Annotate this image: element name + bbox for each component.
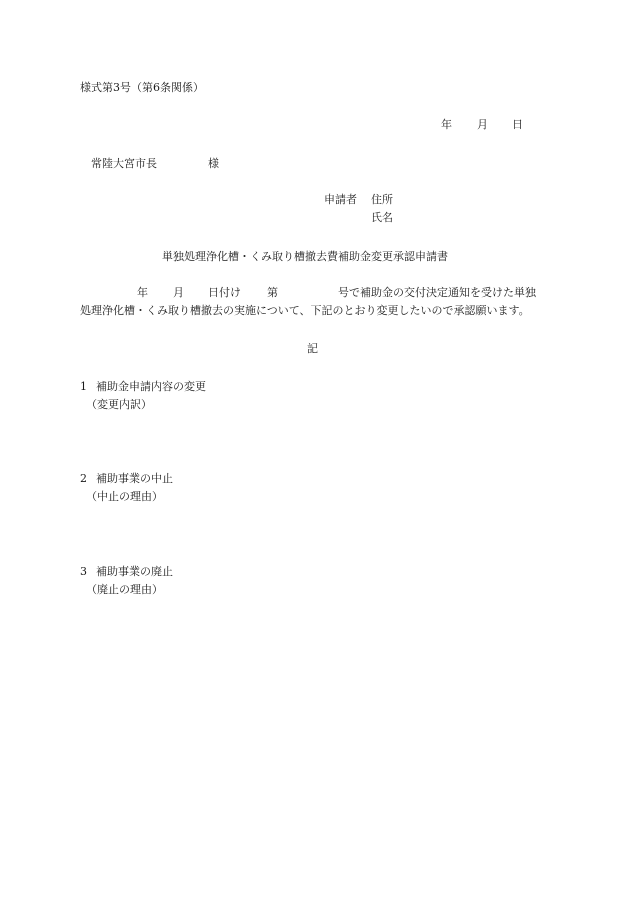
applicant-name-label: 氏名 — [371, 211, 393, 224]
body-line2: 処理浄化槽・くみ取り槽撤去の実施について、下記のとおり変更したいので承認願います。 — [80, 304, 530, 317]
applicant-label: 申請者 — [324, 193, 357, 206]
section-number: 3 — [80, 565, 87, 578]
section-number: 1 — [80, 380, 87, 393]
section-sub: （変更内訳） — [86, 398, 152, 411]
body-line1-rest: 号で補助金の交付決定通知を受けた単独 — [338, 286, 536, 299]
section-heading: 補助事業の廃止 — [96, 565, 173, 578]
body-year: 年 — [137, 286, 148, 299]
section-heading: 補助事業の中止 — [96, 472, 173, 485]
date-day: 日 — [512, 118, 523, 131]
section-sub: （廃止の理由） — [86, 583, 163, 596]
section-sub: （中止の理由） — [86, 490, 163, 503]
addressee-honorific: 様 — [208, 157, 219, 170]
date-year: 年 — [441, 118, 452, 131]
section-number: 2 — [80, 472, 87, 485]
ki-label: 記 — [307, 342, 318, 355]
applicant-address-label: 住所 — [371, 193, 393, 206]
document-title: 単独処理浄化槽・くみ取り槽撤去費補助金変更承認申請書 — [162, 250, 448, 263]
body-dai: 第 — [267, 286, 278, 299]
body-month: 月 — [173, 286, 184, 299]
body-dated: 日付け — [208, 286, 241, 299]
addressee-name: 常陸大宮市長 — [91, 157, 157, 170]
form-number: 様式第3号（第6条関係） — [80, 81, 204, 94]
section-heading: 補助金申請内容の変更 — [96, 380, 206, 393]
date-month: 月 — [477, 118, 488, 131]
